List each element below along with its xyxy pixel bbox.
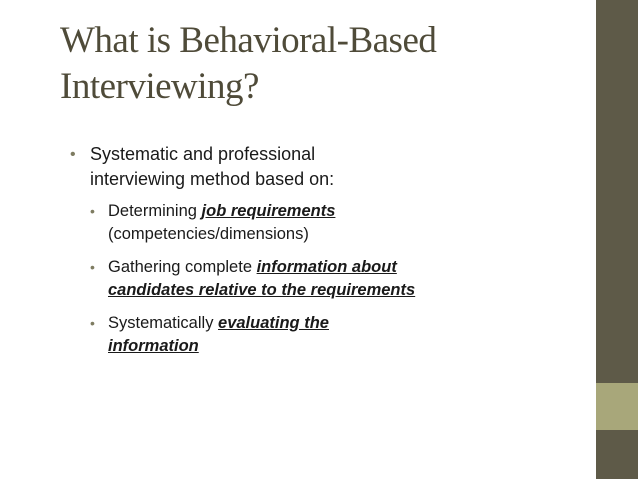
main-bullet-line-1: Systematic and professional (90, 144, 316, 164)
slide-body (70, 142, 570, 368)
plain-text: Systematically (108, 314, 219, 332)
bullet-icon: • (90, 203, 95, 219)
main-bullet-line-2: interviewing method based on: (90, 169, 335, 189)
sub-bullet-line-2: (competencies/dimensions) (108, 225, 309, 243)
sub-bullet-line-2 (108, 335, 570, 358)
emphasized-text: information (108, 337, 199, 355)
sub-bullet-list (90, 200, 570, 358)
title-line-2: Interviewing? (60, 66, 259, 107)
plain-text: Gathering complete (108, 258, 257, 276)
sidebar-accent (596, 383, 638, 430)
bullet-icon: • (90, 315, 95, 331)
sub-bullet-evaluating-information (90, 312, 570, 358)
sub-bullet-line-2 (108, 279, 570, 302)
bullet-icon: • (70, 146, 76, 163)
bullet-list (70, 142, 570, 358)
bullet-icon: • (90, 259, 95, 275)
sub-bullet-line-1 (108, 256, 570, 279)
main-bullet (70, 142, 570, 358)
sub-bullet-line-1 (108, 312, 570, 335)
title-line-1: What is Behavioral-Based (60, 20, 437, 61)
emphasized-text: information about (256, 258, 397, 276)
sub-bullet-job-requirements (90, 200, 570, 246)
plain-text: Determining (108, 202, 202, 220)
emphasized-text: candidates relative to the requirements (108, 281, 416, 299)
emphasized-text: job requirements (201, 202, 336, 220)
sidebar-band (596, 0, 638, 479)
sub-bullet-line-1 (108, 200, 570, 223)
sub-bullet-gathering-information (90, 256, 570, 302)
emphasized-text: evaluating the (218, 314, 329, 332)
slide-title (60, 18, 580, 110)
